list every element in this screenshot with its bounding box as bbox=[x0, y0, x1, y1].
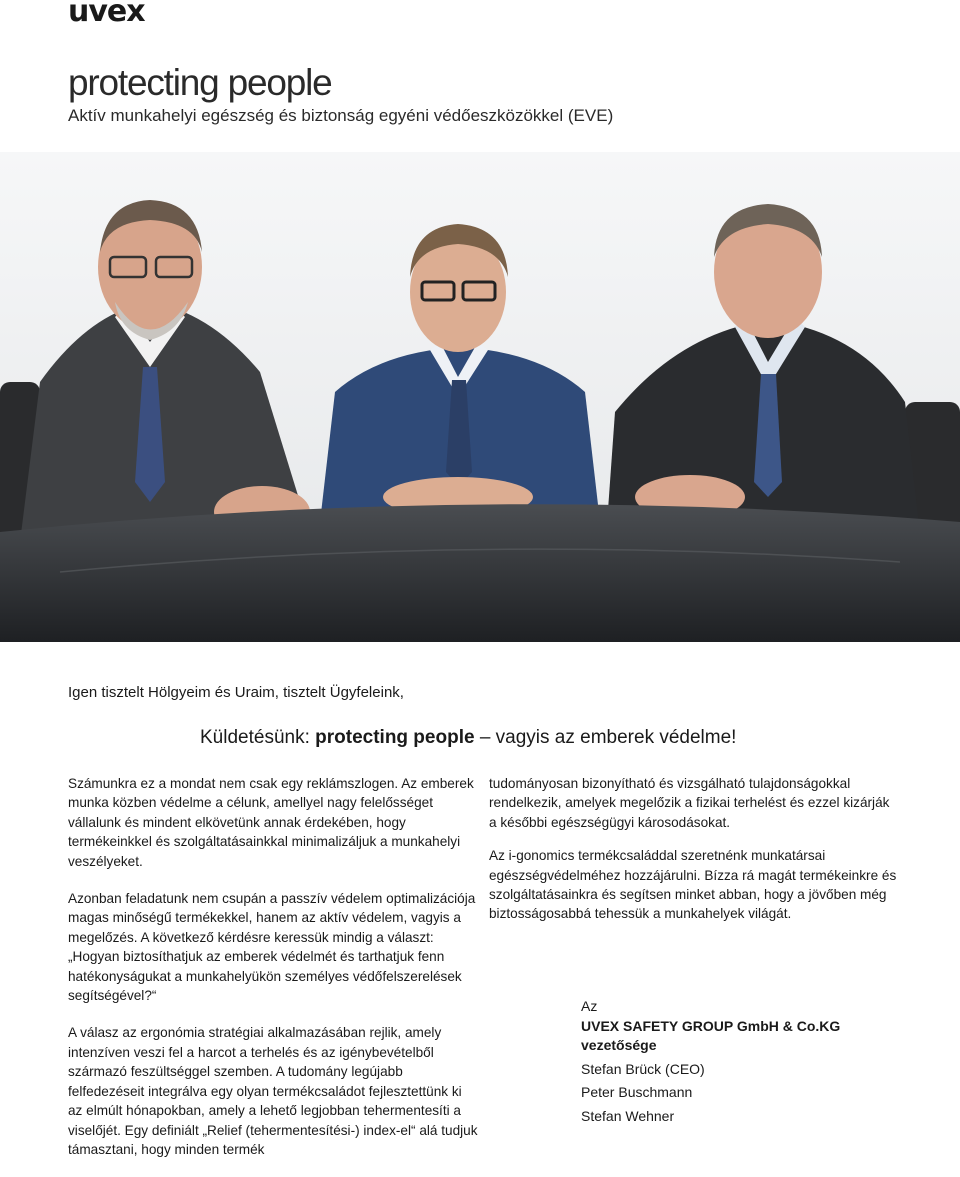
signature-intro: Az bbox=[581, 998, 598, 1014]
signature-name: Stefan Wehner bbox=[581, 1107, 675, 1124]
page-title: protecting people bbox=[68, 62, 332, 103]
signature-name: Peter Buschmann bbox=[581, 1084, 693, 1100]
letter-greeting: Igen tisztelt Hölgyeim és Uraim, tisztelt Ügyfeleink, bbox=[68, 684, 404, 701]
photo-illustration bbox=[0, 152, 960, 642]
signature-role: vezetősége bbox=[581, 1037, 657, 1053]
signature-block bbox=[581, 997, 911, 1126]
paragraph: Azonban feladatunk nem csupán a passzív védelem optimalizációja magas minőségű termékekkel, hanem az aktív védelem, vagyis a megelőzés. A következő kérdésre keressük mindig a választ: „Hogyan biztosíthatjuk az emberek védelmét és tarthatjuk fenn hatékonyságukat a munkahelyükön személyes védőfelszerelések segítségével?“ bbox=[68, 891, 476, 1004]
signature-company: UVEX SAFETY GROUP GmbH & Co.KG bbox=[581, 1017, 841, 1034]
mission-prefix: Küldetésünk: bbox=[200, 727, 316, 748]
mission-statement bbox=[200, 727, 736, 749]
uvex-logo: uvex bbox=[68, 0, 145, 29]
paragraph: Számunkra ez a mondat nem csak egy reklámszlogen. Az emberek munka közben védelme a célunk, amellyel nagy felelősséget vállalunk és mindent elkövetünk annak érdekében, hogy termékeinkkel és szolgáltatásainkkal minimalizáljuk a munkahelyi veszélyeket. bbox=[68, 776, 474, 869]
paragraph: A válasz az ergonómia stratégiai alkalmazásában rejlik, amely intenzíven veszi fel a harcot a terhelés és az igénybevételből származó feszültséggel szemben. A tudomány legújabb felfedezéseit integrálva egy olyan termékcsaládot fejlesztettünk ki az elmúlt hónapokban, amely a lehető legjobban tehermentesíti a viselőjét. Egy definiált „Relief (tehermentesítési-) index-el“ alá tudjuk támasztani, hogy minden termék bbox=[68, 1025, 478, 1157]
signature-name: Stefan Brück (CEO) bbox=[581, 1060, 705, 1077]
mission-emphasis: protecting people bbox=[315, 727, 475, 748]
paragraph: Az i-gonomics termékcsaláddal szeretnénk munkatársai egészségvédelméhez hozzájárulni. Bízza rá magát termékeinkre és szolgáltatásainkra és segítsen minket abban, hogy a jövőben még biztosságosabbá tehessük a munkahelyek világát. bbox=[489, 848, 897, 922]
page-subtitle: Aktív munkahelyi egészség és biztonság egyéni védőeszközökkel (EVE) bbox=[68, 106, 614, 125]
paragraph: tudományosan bizonyítható és vizsgálható tulajdonságokkal rendelkezik, amelyek megelőzik a fizikai terhelést és ezzel kizárják a későbbi egészségügyi károsodásokat. bbox=[489, 776, 890, 830]
right-column bbox=[489, 774, 899, 938]
executives-photo bbox=[0, 152, 960, 642]
mission-suffix: – vagyis az emberek védelme! bbox=[474, 727, 737, 748]
left-column bbox=[68, 774, 478, 1177]
